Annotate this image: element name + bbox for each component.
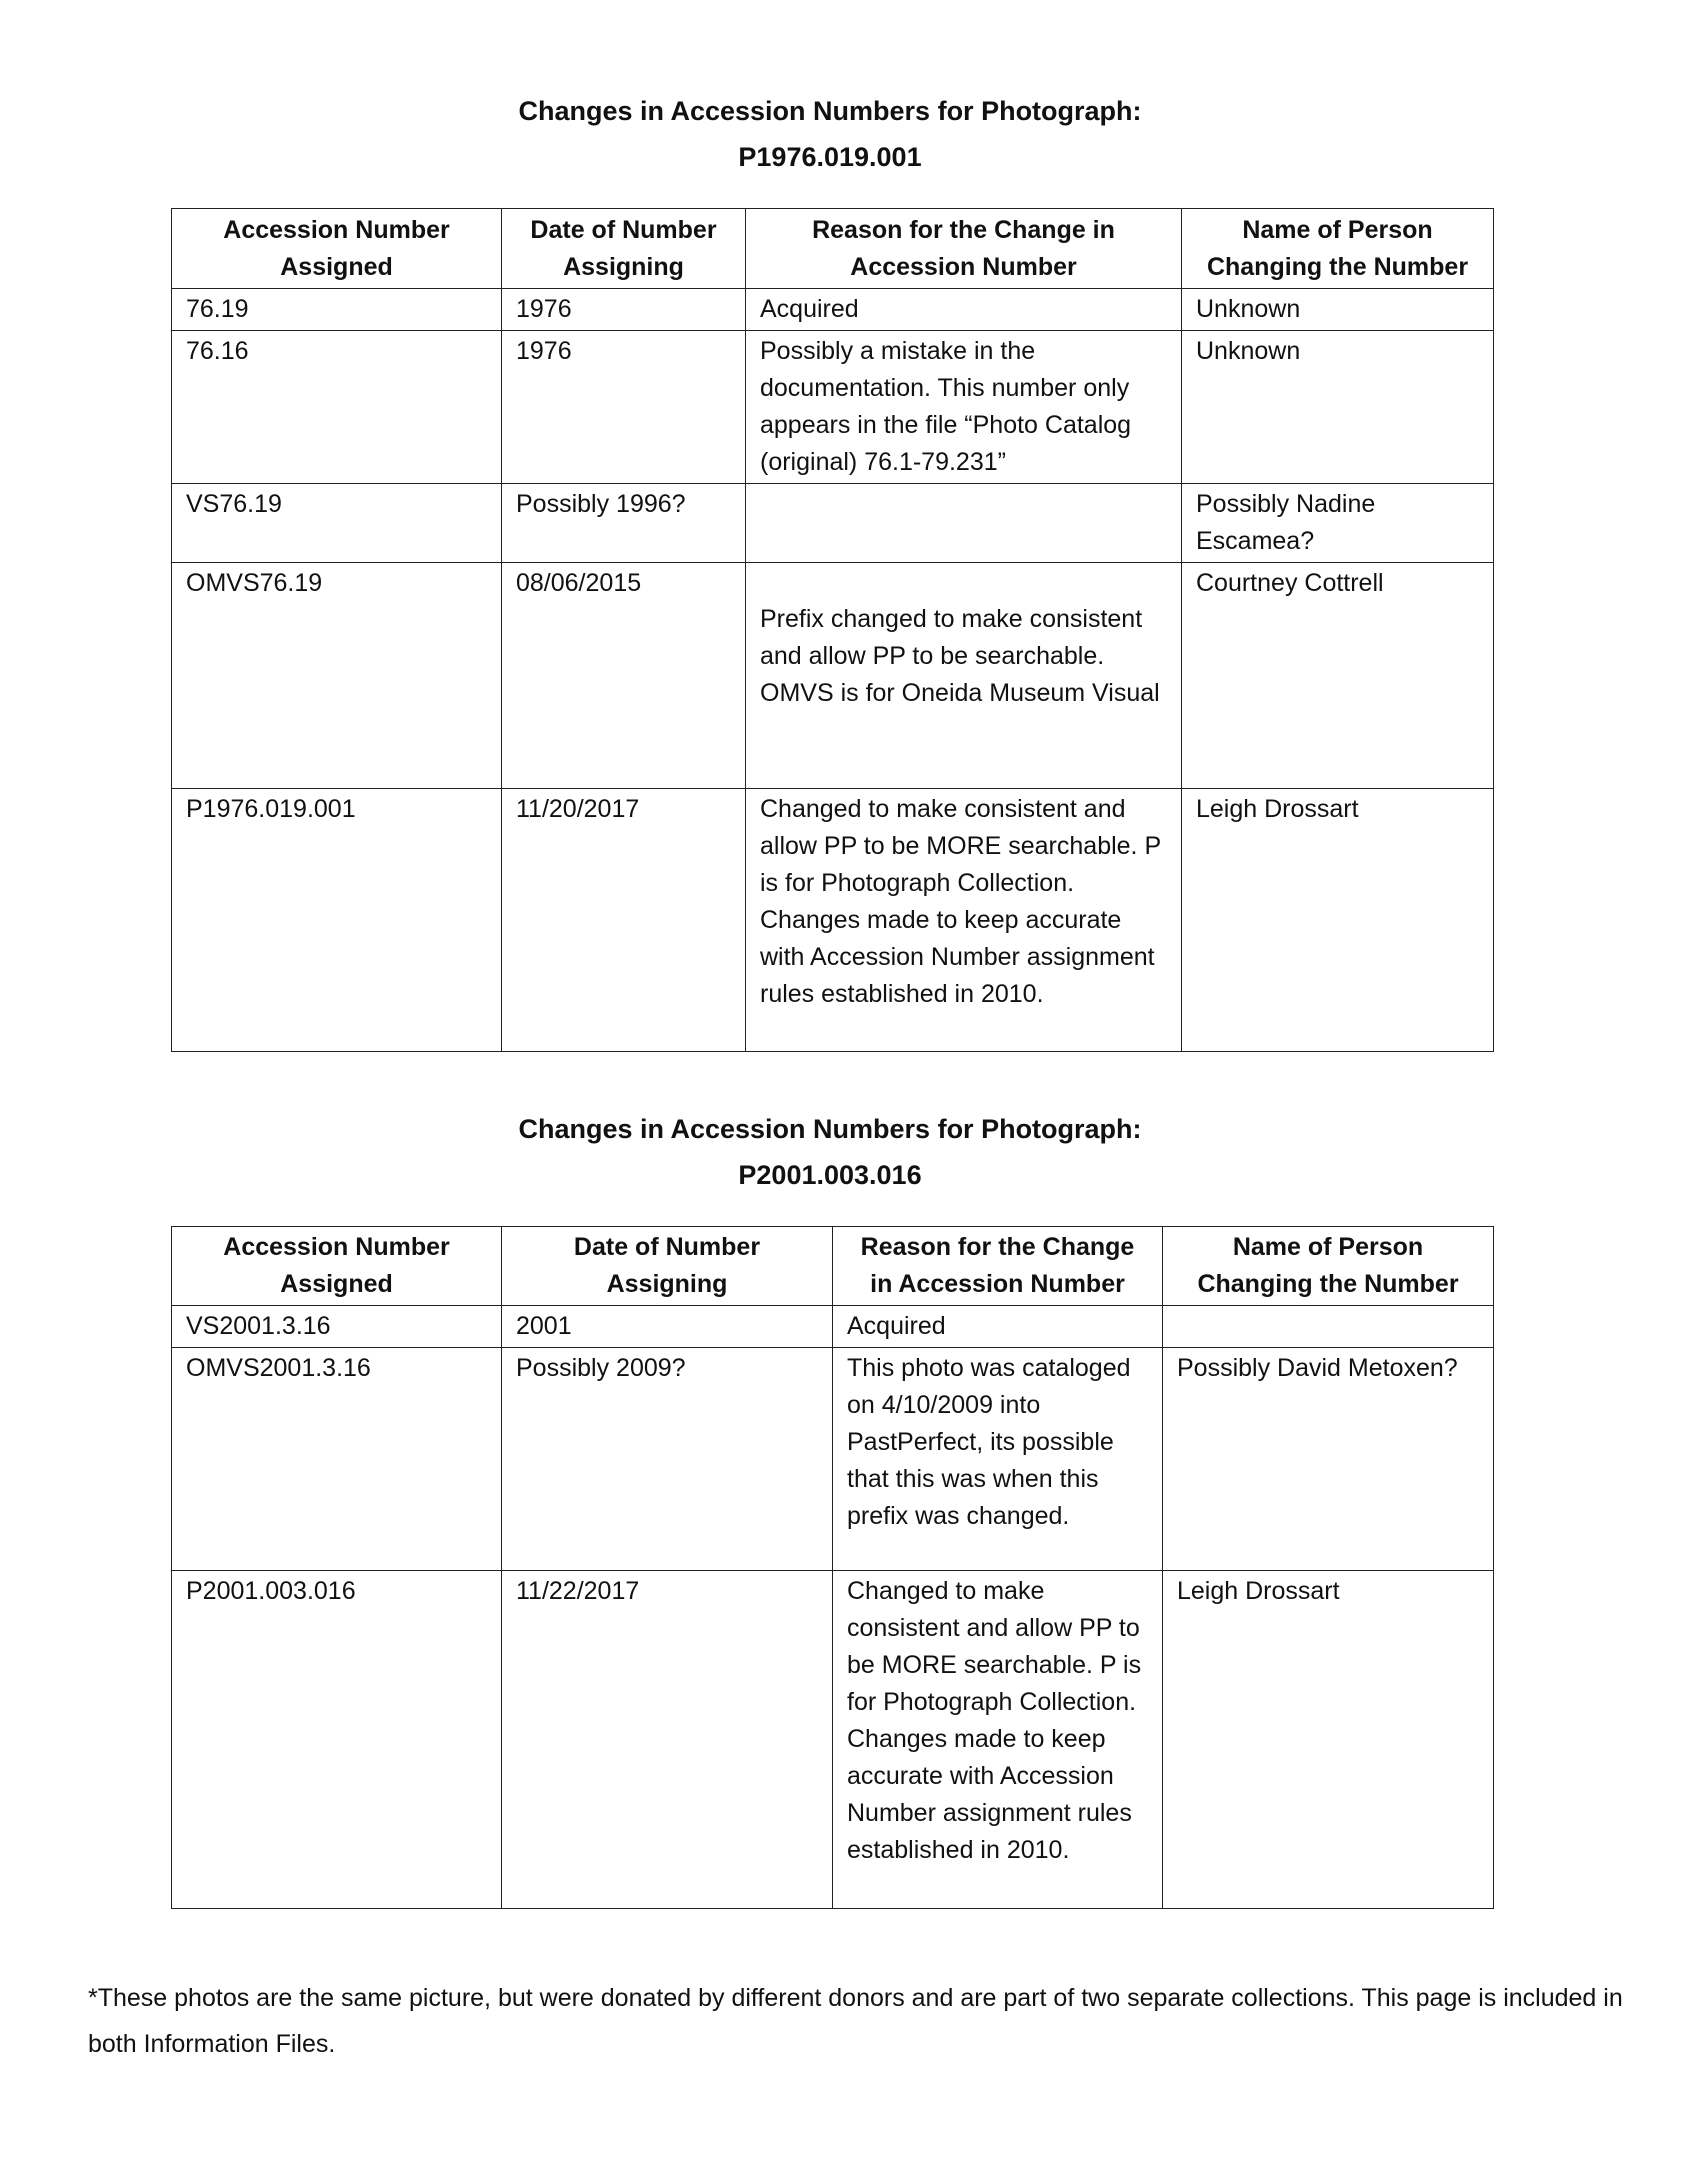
table-row — [172, 289, 1494, 331]
table-row — [172, 563, 1494, 789]
header-person: Name of Person Changing the Number — [1163, 1227, 1494, 1306]
title-line: Changes in Accession Numbers for Photograph: — [518, 1114, 1142, 1144]
accession-table-2 — [171, 1226, 1494, 1909]
cell-date: Possibly 2009? — [502, 1348, 833, 1571]
header-accession: Accession Number Assigned — [172, 209, 502, 289]
cell-reason — [746, 484, 1182, 563]
table-row — [172, 789, 1494, 1052]
cell-reason: This photo was cataloged on 4/10/2009 into PastPerfect, its possible that this was when this prefix was changed. — [833, 1348, 1163, 1571]
cell-accession: P1976.019.001 — [172, 789, 502, 1052]
footnote: *These photos are the same picture, but were donated by different donors and are part of two separate collections. This page is included in both Information Files. — [88, 1984, 1623, 2058]
section-1-title — [0, 88, 1660, 180]
table-row — [172, 1348, 1494, 1571]
cell-person: Leigh Drossart — [1182, 789, 1494, 1052]
header-accession: Accession Number Assigned — [172, 1227, 502, 1306]
cell-reason: Changed to make consistent and allow PP to be MORE searchable. P is for Photograph Collection. Changes made to keep accurate with Accession Number assignment rules established in 2010. — [833, 1571, 1163, 1909]
cell-reason: Possibly a mistake in the documentation. This number only appears in the file “Photo Catalog (original) 76.1-79.231” — [746, 331, 1182, 484]
cell-date: Possibly 1996? — [502, 484, 746, 563]
header-reason: Reason for the Change in Accession Number — [746, 209, 1182, 289]
cell-reason: Acquired — [833, 1306, 1163, 1348]
header-person: Name of Person Changing the Number — [1182, 209, 1494, 289]
cell-accession: OMVS2001.3.16 — [172, 1348, 502, 1571]
header-date: Date of Number Assigning — [502, 1227, 833, 1306]
cell-person: Possibly David Metoxen? — [1163, 1348, 1494, 1571]
cell-person: Leigh Drossart — [1163, 1571, 1494, 1909]
cell-date: 1976 — [502, 331, 746, 484]
header-reason: Reason for the Change in Accession Number — [833, 1227, 1163, 1306]
cell-accession: 76.16 — [172, 331, 502, 484]
cell-person: Possibly Nadine Escamea? — [1182, 484, 1494, 563]
title-line: Changes in Accession Numbers for Photograph: — [518, 96, 1142, 126]
table-row — [172, 484, 1494, 563]
cell-date: 08/06/2015 — [502, 563, 746, 789]
cell-reason: Prefix changed to make consistent and allow PP to be searchable. OMVS is for Oneida Museum Visual — [746, 563, 1182, 789]
cell-accession: P2001.003.016 — [172, 1571, 502, 1909]
cell-person: Courtney Cottrell — [1182, 563, 1494, 789]
cell-reason: Changed to make consistent and allow PP to be MORE searchable. P is for Photograph Collection. Changes made to keep accurate with Accession Number assignment rules established in 2010. — [746, 789, 1182, 1052]
table-row — [172, 331, 1494, 484]
accession-table-1 — [171, 208, 1494, 1052]
cell-reason: Acquired — [746, 289, 1182, 331]
cell-accession: VS76.19 — [172, 484, 502, 563]
table-row — [172, 1571, 1494, 1909]
table-row — [172, 1306, 1494, 1348]
header-date: Date of Number Assigning — [502, 209, 746, 289]
cell-date: 11/22/2017 — [502, 1571, 833, 1909]
cell-date: 2001 — [502, 1306, 833, 1348]
title-accession-number: P2001.003.016 — [738, 1160, 922, 1190]
cell-accession: OMVS76.19 — [172, 563, 502, 789]
cell-accession: 76.19 — [172, 289, 502, 331]
cell-person: Unknown — [1182, 331, 1494, 484]
table-header-row — [172, 209, 1494, 289]
cell-person: Unknown — [1182, 289, 1494, 331]
cell-accession: VS2001.3.16 — [172, 1306, 502, 1348]
section-2-title — [0, 1106, 1660, 1198]
cell-person — [1163, 1306, 1494, 1348]
cell-date: 1976 — [502, 289, 746, 331]
title-accession-number: P1976.019.001 — [738, 142, 922, 172]
table-header-row — [172, 1227, 1494, 1306]
cell-date: 11/20/2017 — [502, 789, 746, 1052]
